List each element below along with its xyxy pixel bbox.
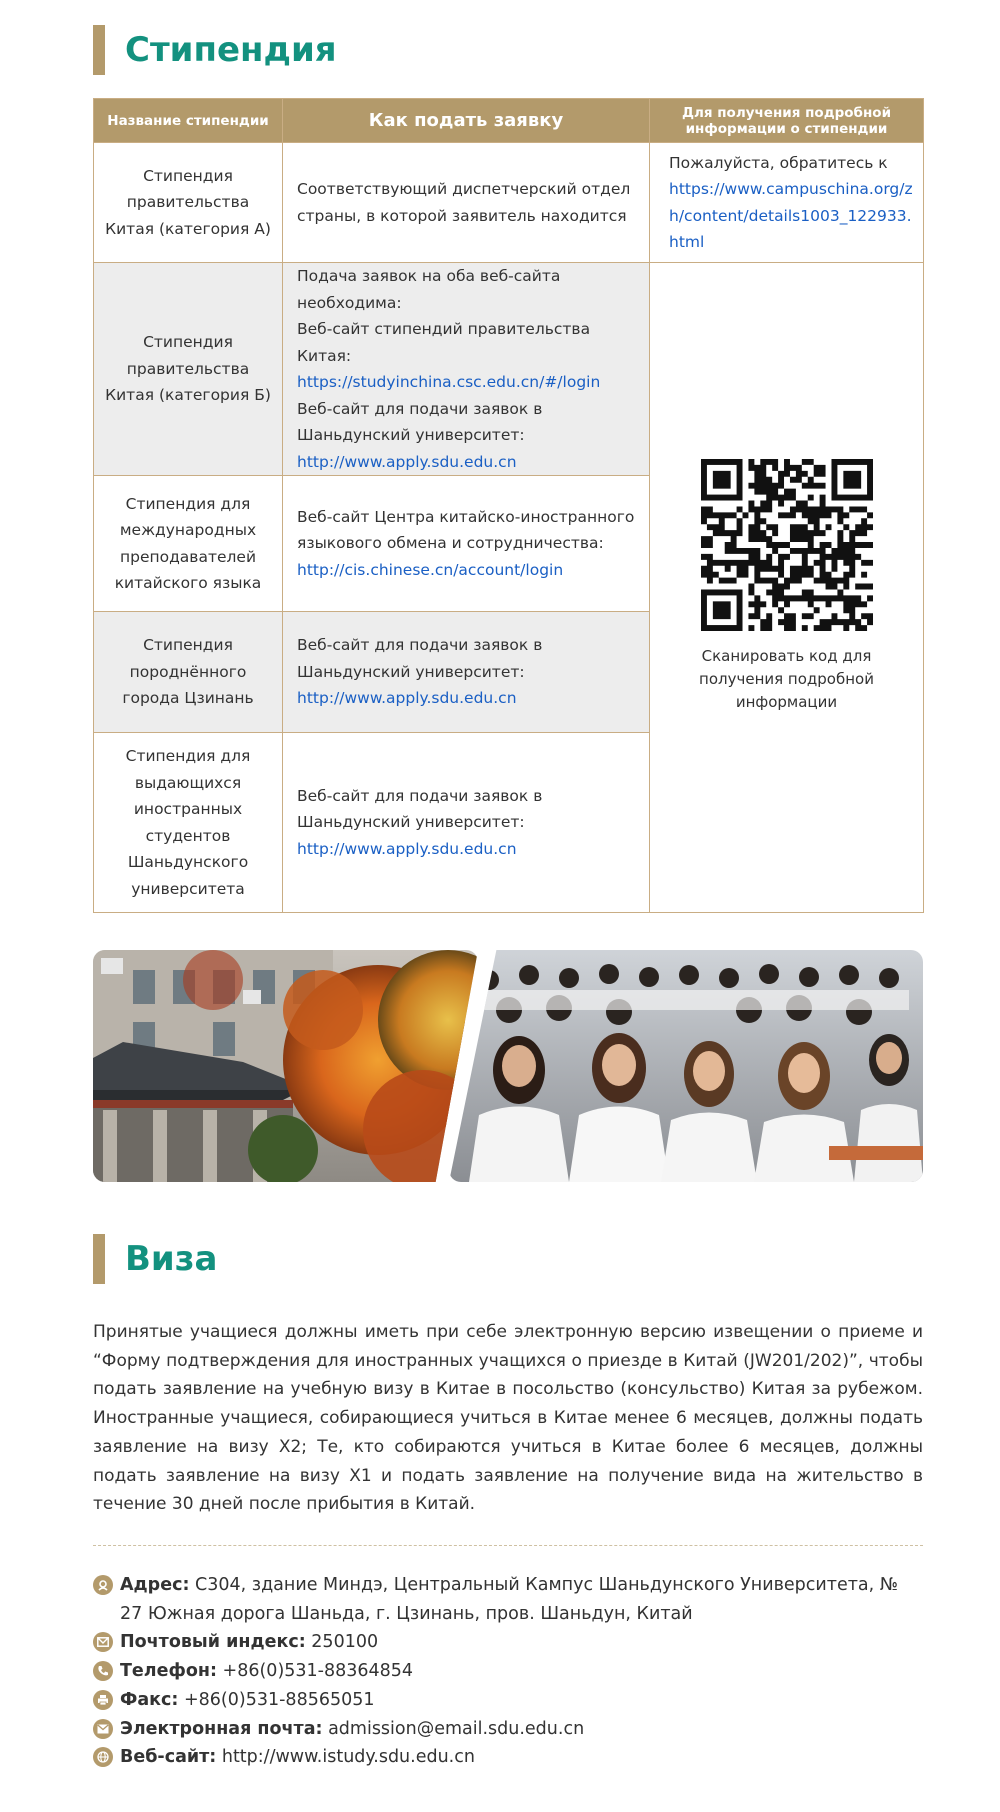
info-contact [650, 143, 924, 263]
contact-email-value[interactable]: admission@email.sdu.edu.cn [328, 1718, 585, 1739]
apply-text: Подача заявок на оба веб-сайта необходима: [297, 267, 561, 312]
header-how-to-apply: Как подать заявку [283, 99, 650, 143]
visa-title: Виза [125, 1239, 218, 1279]
campus-autumn-photo [93, 950, 478, 1182]
scholarship-section-header [93, 25, 337, 75]
fax-icon [93, 1690, 113, 1710]
scholarship-table [93, 98, 924, 913]
apply-text: Веб-сайт для подачи заявок в Шаньдунский университет: [297, 786, 543, 832]
sdu-apply-link[interactable]: http://www.apply.sdu.edu.cn [297, 452, 517, 471]
dashed-divider [93, 1545, 923, 1546]
cis-login-link[interactable]: http://cis.chinese.cn/account/login [297, 560, 564, 579]
apply-method [283, 733, 650, 913]
contact-label: Факс: [120, 1689, 179, 1710]
header-more-info: Для получения подробной информации о стипендии [650, 99, 924, 143]
contact-address [93, 1571, 923, 1628]
contact-postcode [93, 1628, 923, 1657]
campuschina-link[interactable]: https://www.campuschina.org/zh/content/details1003_122933.html [669, 180, 913, 251]
apply-text: Веб-сайт Центра китайско-иностранного языкового обмена и сотрудничества: [297, 507, 635, 553]
table-row [94, 263, 924, 476]
scholarship-name: Стипендия правительства Китая (категория Б) [94, 263, 283, 476]
contact-value: 250100 [311, 1632, 379, 1653]
contact-label: Телефон: [120, 1661, 217, 1682]
postcode-icon [93, 1632, 113, 1652]
apply-method [283, 476, 650, 612]
scholarship-title: Стипендия [125, 30, 337, 70]
contact-info [93, 1571, 923, 1772]
apply-method [283, 263, 650, 476]
students-audience-photo [449, 950, 923, 1182]
section-accent-bar [93, 1234, 105, 1284]
apply-method [283, 612, 650, 733]
contact-value: C304, здание Миндэ, Центральный Кампус Шаньдунского Университета, № 27 Южная дорога Шаньда, г. Цзинань, пров. Шаньдун, Китай [120, 1575, 898, 1624]
contact-website [93, 1743, 923, 1772]
contact-label: Веб-сайт: [120, 1747, 217, 1768]
contact-value: +86(0)531-88565051 [184, 1689, 375, 1710]
sdu-apply-link[interactable]: http://www.apply.sdu.edu.cn [297, 839, 517, 858]
scholarship-name: Стипендия правительства Китая (категория А) [94, 143, 283, 263]
contact-website-value[interactable]: http://www.istudy.sdu.edu.cn [221, 1747, 475, 1768]
header-scholarship-name: Название стипендии [94, 99, 283, 143]
qr-caption: Сканировать код для получения подробной информации [699, 647, 874, 712]
apply-text: Веб-сайт для подачи заявок в Шаньдунский университет: [297, 399, 543, 444]
contact-label: Почтовый индекс: [120, 1632, 306, 1653]
phone-icon [93, 1661, 113, 1681]
email-icon [93, 1719, 113, 1739]
location-icon [93, 1575, 113, 1595]
visa-section-header [93, 1234, 217, 1284]
table-row [94, 143, 924, 263]
apply-text: Соответствующий диспетчерский отдел страны, в которой заявитель находится [297, 180, 631, 225]
csc-login-link[interactable]: https://studyinchina.csc.edu.cn/#/login [297, 373, 601, 391]
website-icon [93, 1747, 113, 1767]
scholarship-name: Стипендия породнённого города Цзинань [94, 612, 283, 733]
qr-code-cell [650, 263, 924, 913]
scholarship-name: Стипендия для выдающихся иностранных студентов Шаньдунского университета [94, 733, 283, 913]
contact-email [93, 1715, 923, 1744]
contact-label: Электронная почта: [120, 1718, 323, 1739]
contact-fax [93, 1686, 923, 1715]
scholarship-name: Стипендия для международных преподавателей китайского языка [94, 476, 283, 612]
section-accent-bar [93, 25, 105, 75]
qr-code-icon[interactable] [701, 459, 873, 631]
sdu-apply-link[interactable]: http://www.apply.sdu.edu.cn [297, 689, 517, 708]
table-header-row [94, 99, 924, 143]
apply-text: Веб-сайт стипендий правительства Китая: [297, 320, 591, 365]
contact-label: Адрес: [120, 1575, 190, 1595]
info-contact-text: Пожалуйста, обратитесь к [669, 153, 888, 172]
apply-method [283, 143, 650, 263]
contact-value: +86(0)531-88364854 [222, 1661, 414, 1682]
contact-phone [93, 1657, 923, 1686]
visa-paragraph: Принятые учащиеся должны иметь при себе электронную версию извещении о приеме и “Форму подтверждения для иностранных учащихся о приезде в Китай (JW201/202)”, чтобы подать заявление на учебную визу в Китае в посольство (консульство) Китая за рубежом. Иностранные учащиеся, собирающиеся учиться в Китае менее 6 месяцев, должны подать заявление на визу X2; Те, кто собираются учиться в Китае более 6 месяцев, должны подать заявление на визу X1 и подать заявление на получение вида на жительство в течение 30 дней после прибытия в Китай. [93, 1322, 923, 1515]
apply-text: Веб-сайт для подачи заявок в Шаньдунский университет: [297, 636, 543, 681]
